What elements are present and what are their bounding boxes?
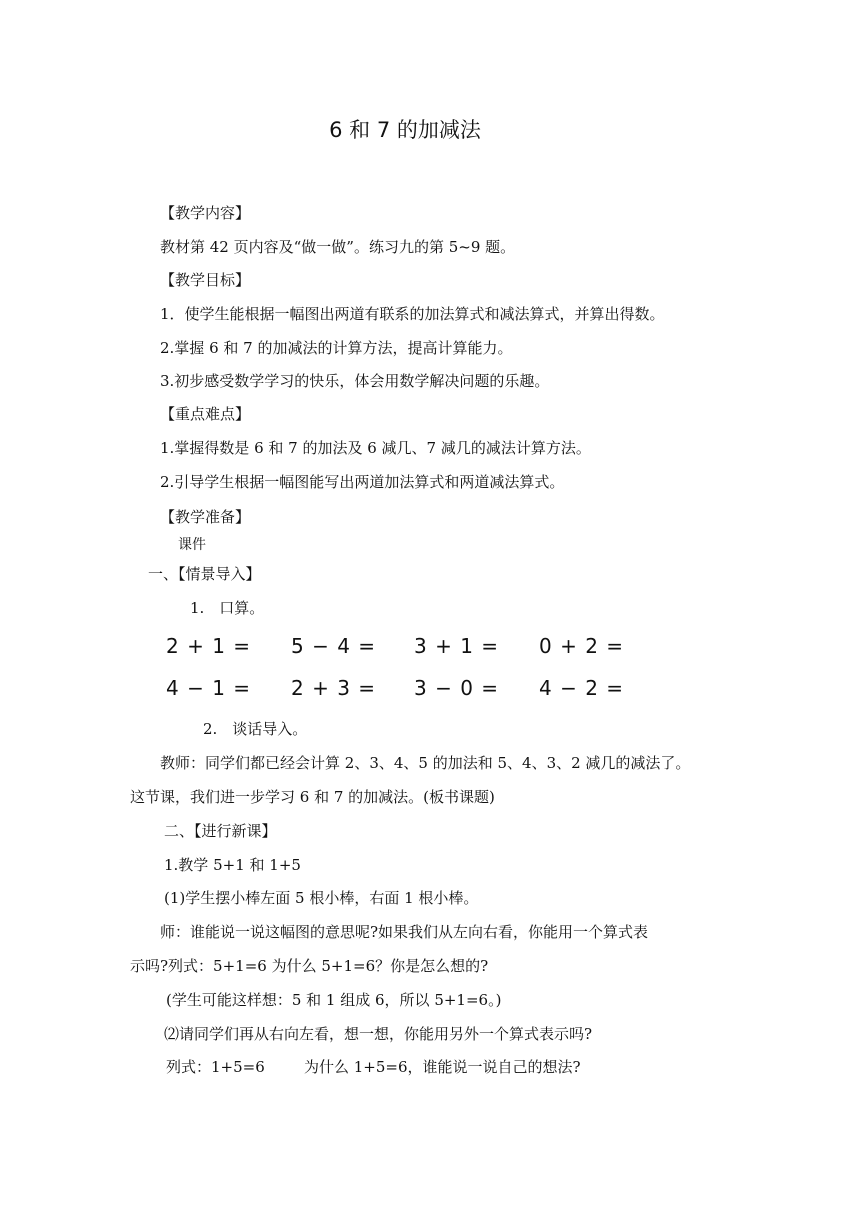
content-heading: 【教学内容】 — [160, 204, 251, 222]
key-2: 2.引导学生根据一幅图能写出两道加法算式和两道减法算式。 — [160, 473, 565, 491]
teach-1: 1.教学 5+1 和 1+5 — [164, 856, 301, 874]
talk-intro: 2. 谈话导入。 — [203, 720, 308, 738]
equation: 3 − 0 = — [414, 676, 500, 700]
equation: 2 + 1 = — [166, 634, 252, 658]
teacher-paragraph-line-2: 这节课，我们进一步学习 6 和 7 的加减法。(板书课题) — [130, 788, 495, 806]
goal-2: 2.掌握 6 和 7 的加减法的计算方法，提高计算能力。 — [160, 339, 513, 357]
step-1: (1)学生摆小棒左面 5 根小棒，右面 1 根小棒。 — [164, 889, 479, 907]
goal-1: 1．使学生能根据一幅图出两道有联系的加法算式和减法算式，并算出得数。 — [160, 305, 665, 323]
teacher-question-line-1: 师：谁能说一说这幅图的意思呢?如果我们从左向右看，你能用一个算式表 — [160, 923, 649, 941]
step-2: ⑵请同学们再从右向左看，想一想，你能用另外一个算式表示吗? — [164, 1025, 593, 1043]
part1-heading: 一、【情景导入】 — [148, 565, 261, 583]
teacher-paragraph-line-1: 教师：同学们都已经会计算 2、3、4、5 的加法和 5、4、3、2 减几的减法了。 — [160, 754, 691, 772]
part2-heading: 二、【进行新课】 — [164, 822, 277, 840]
key-heading: 【重点难点】 — [160, 405, 251, 423]
key-1: 1.掌握得数是 6 和 7 的加法及 6 减几、7 减几的减法计算方法。 — [160, 439, 591, 457]
equation: 0 + 2 = — [539, 634, 625, 658]
page-title: 6 和 7 的加减法 — [329, 118, 481, 142]
teacher-question-line-2: 示吗?列式：5+1=6 为什么 5+1=6？你是怎么想的? — [130, 957, 489, 975]
equation: 3 + 1 = — [414, 634, 500, 658]
goal-3: 3.初步感受数学学习的快乐，体会用数学解决问题的乐趣。 — [160, 372, 550, 390]
formula-label: 列式：1+5=6 — [166, 1058, 265, 1076]
goals-heading: 【教学目标】 — [160, 271, 251, 289]
equation: 5 − 4 = — [291, 634, 377, 658]
formula-question: 为什么 1+5=6，谁能说一说自己的想法? — [304, 1058, 581, 1076]
prep-heading: 【教学准备】 — [160, 508, 251, 526]
prep-text: 课件 — [178, 537, 206, 553]
oral-calc: 1. 口算。 — [190, 599, 265, 617]
student-think: (学生可能这样想：5 和 1 组成 6，所以 5+1=6。) — [166, 991, 502, 1009]
equation: 4 − 2 = — [539, 676, 625, 700]
content-text: 教材第 42 页内容及“做一做”。练习九的第 5~9 题。 — [160, 238, 516, 256]
equation: 2 + 3 = — [291, 676, 377, 700]
equation: 4 − 1 = — [166, 676, 252, 700]
